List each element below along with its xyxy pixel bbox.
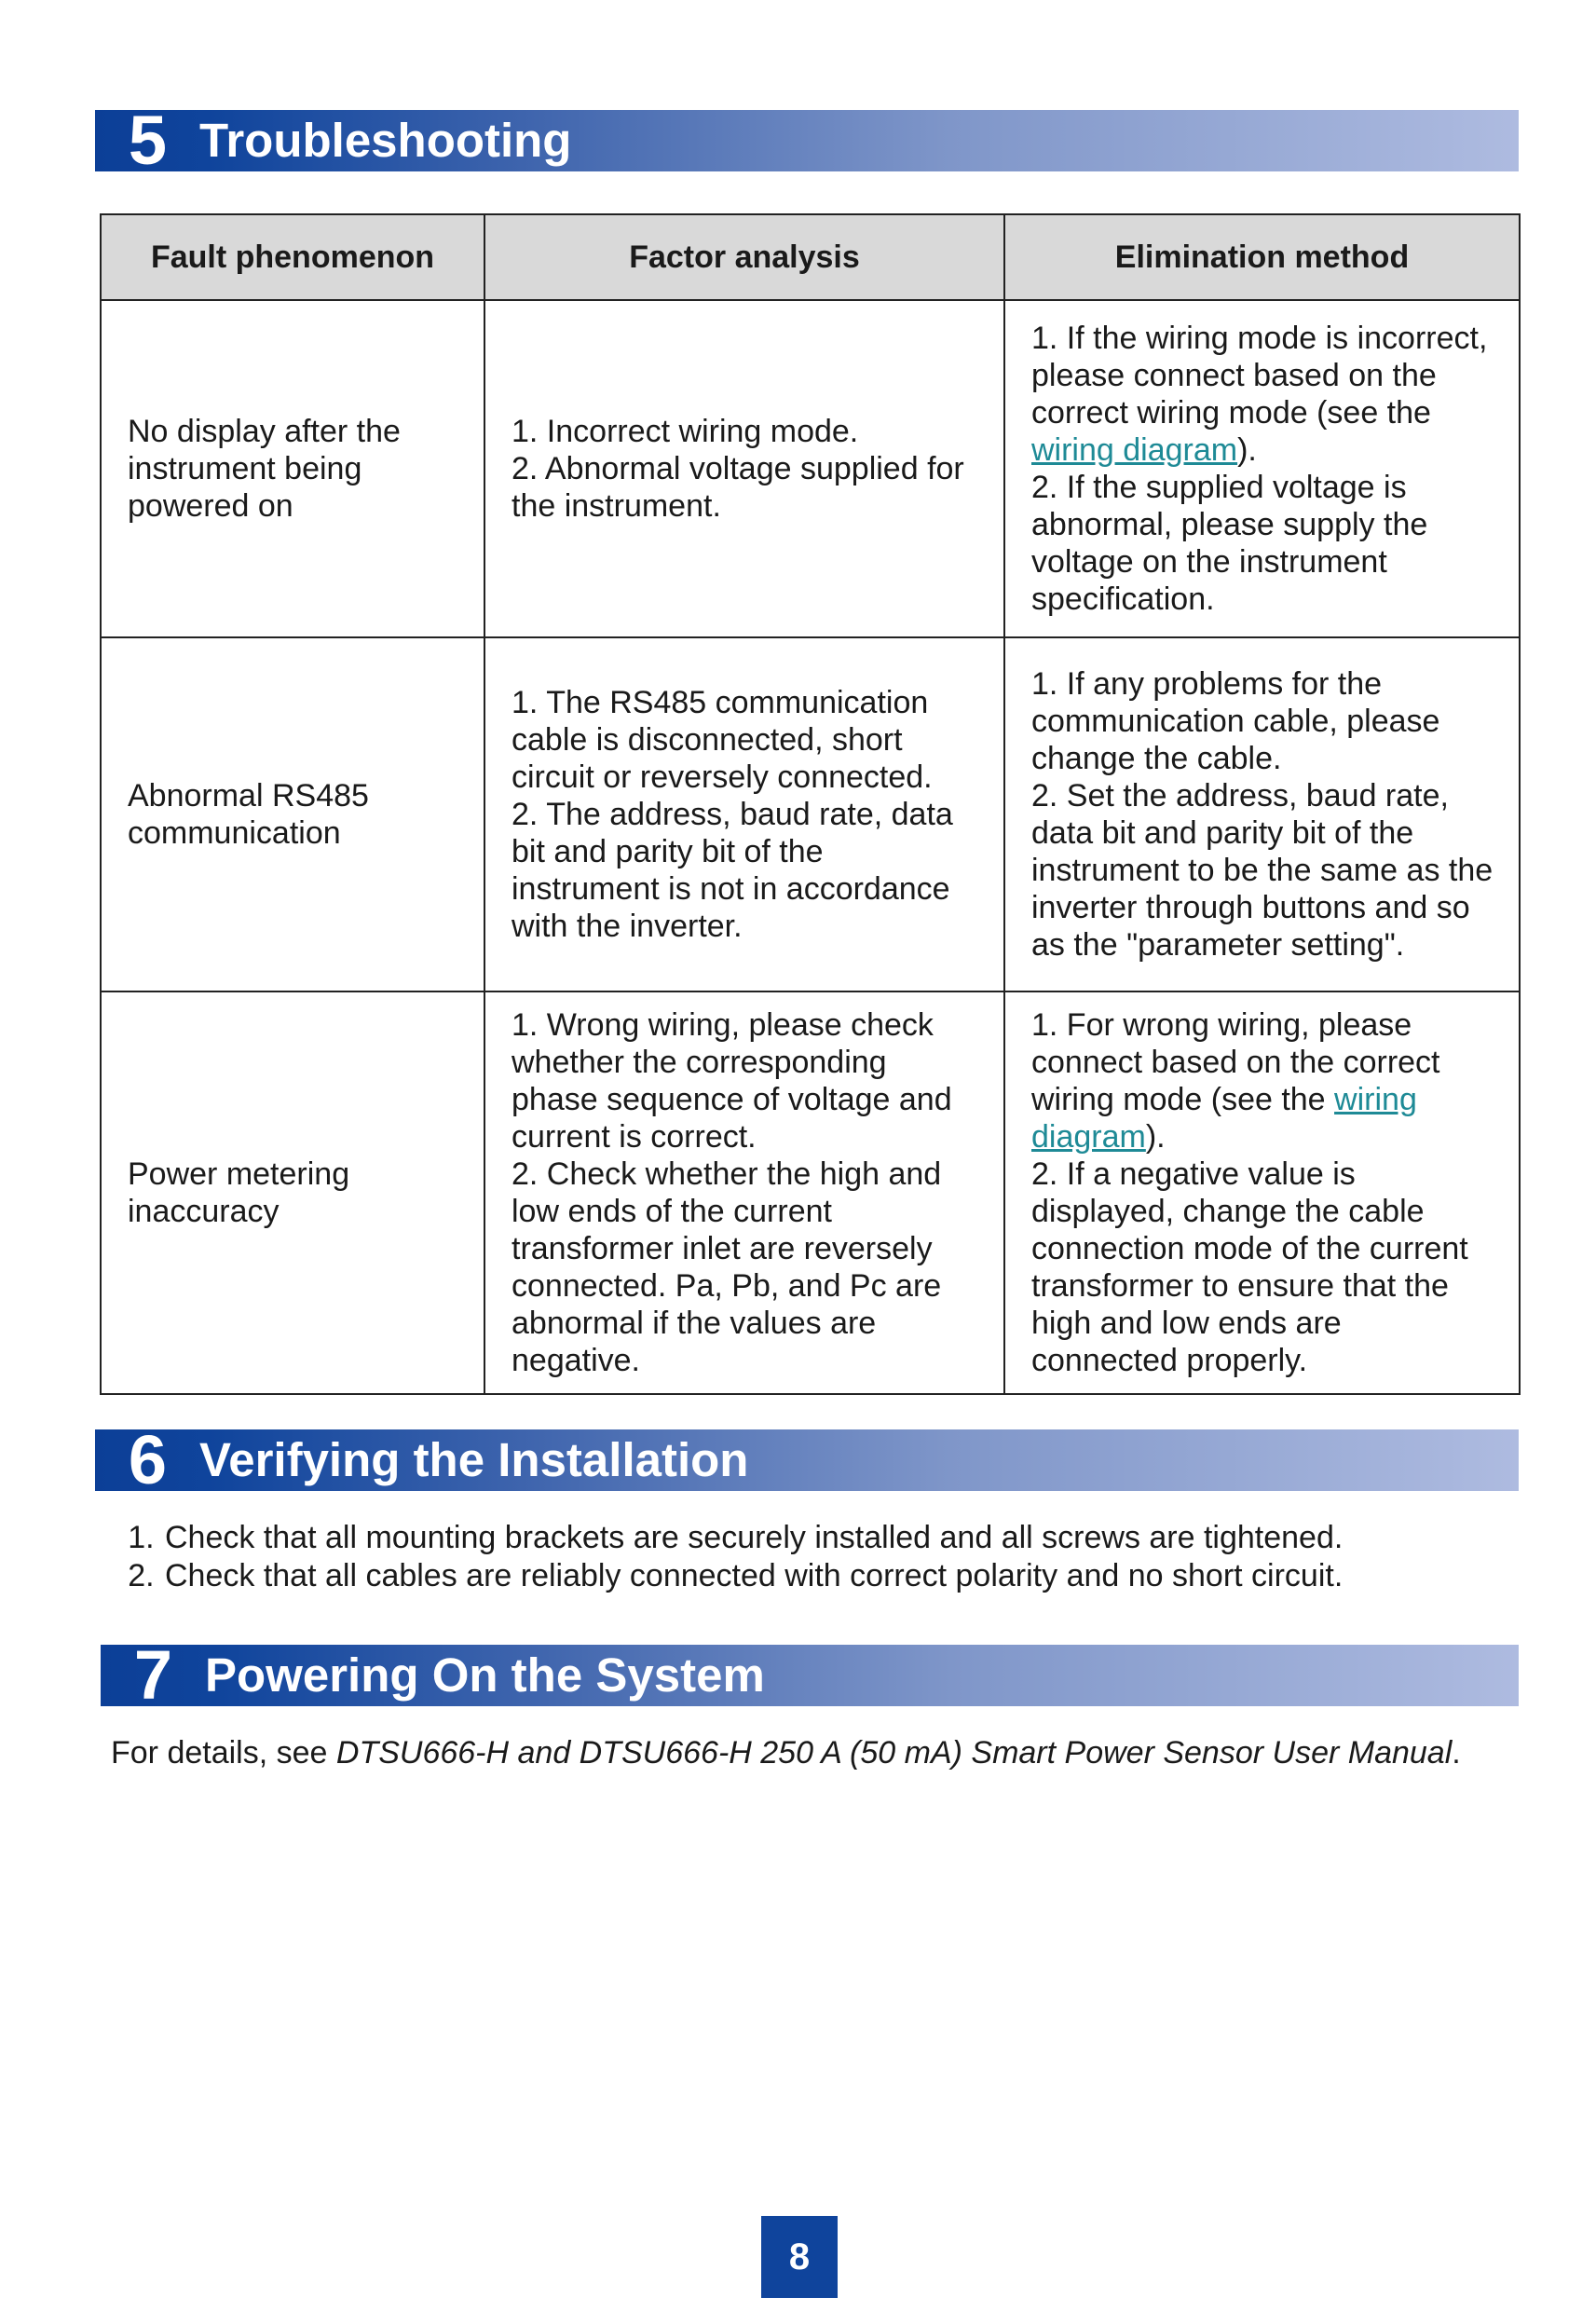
section-title: Powering On the System	[205, 1648, 765, 1702]
section-6-heading	[95, 1421, 1519, 1498]
text-line: communication cable, please	[1031, 704, 1440, 739]
manual-title: DTSU666-H and DTSU666-H 250 A (50 mA) Smart Power Sensor User Manual	[335, 1735, 1453, 1771]
text-line: Abnormal RS485	[128, 778, 369, 814]
text-line: 2. Abnormal voltage supplied for	[512, 451, 964, 486]
text-line	[1031, 431, 1493, 469]
text-line: Power metering	[128, 1156, 350, 1192]
text-fragment: .	[1452, 1735, 1461, 1771]
text-line: 2. Set the address, baud rate,	[1031, 778, 1449, 814]
section-5-heading	[95, 102, 1519, 179]
text-fragment: For details, see	[111, 1735, 336, 1771]
table-row	[101, 300, 1520, 637]
text-line: connect based on the correct	[1031, 1045, 1440, 1080]
fault-cell	[101, 637, 484, 991]
text-line	[1031, 1118, 1493, 1156]
list-item: 1. Check that all mounting brackets are securely installed and all screws are tightened.	[163, 1519, 1542, 1557]
text-line: whether the corresponding	[512, 1045, 887, 1080]
method-cell	[1004, 637, 1520, 991]
page-number: 8	[761, 2216, 838, 2298]
header-elimination-method: Elimination method	[1004, 214, 1520, 300]
text-line: transformer to ensure that the	[1031, 1268, 1449, 1304]
text-line: 2. Check whether the high and	[512, 1156, 942, 1192]
factor-cell	[484, 637, 1004, 991]
section-title: Verifying the Installation	[199, 1433, 749, 1486]
section-number: 6	[128, 1421, 167, 1498]
method-cell	[1004, 991, 1520, 1394]
verification-list	[118, 1519, 1542, 1595]
text-line: connected properly.	[1031, 1343, 1308, 1378]
text-line: abnormal, please supply the	[1031, 507, 1428, 542]
factor-cell	[484, 300, 1004, 637]
text-line: correct wiring mode (see the	[1031, 395, 1431, 431]
text-line: 1. If the wiring mode is incorrect,	[1031, 321, 1488, 356]
text-line: connection mode of the current	[1031, 1231, 1468, 1266]
factor-cell	[484, 991, 1004, 1394]
text-line: abnormal if the values are	[512, 1306, 877, 1341]
text-line: the instrument.	[512, 488, 721, 524]
text-line: cable is disconnected, short	[512, 722, 903, 758]
text-line: powered on	[128, 488, 293, 524]
text-line: change the cable.	[1031, 741, 1282, 776]
text-line: No display after the	[128, 414, 401, 449]
text-line: voltage on the instrument	[1031, 544, 1387, 580]
text-line: transformer inlet are reversely	[512, 1231, 933, 1266]
text-line: 1. The RS485 communication	[512, 685, 929, 720]
text-line: 1. For wrong wiring, please	[1031, 1007, 1412, 1043]
text-line: communication	[128, 815, 341, 851]
header-factor-analysis: Factor analysis	[484, 214, 1004, 300]
table-header-row	[101, 214, 1520, 300]
list-item: 2. Check that all cables are reliably connected with correct polarity and no short circuit.	[163, 1557, 1542, 1595]
text-line: bit and parity bit of the	[512, 834, 824, 869]
section-number: 5	[128, 102, 167, 179]
text-line: 2. If the supplied voltage is	[1031, 470, 1407, 505]
fault-cell	[101, 300, 484, 637]
text-line: as the "parameter setting".	[1031, 927, 1405, 963]
troubleshooting-table	[100, 213, 1521, 1395]
text-line: instrument to be the same as the	[1031, 853, 1494, 888]
fault-cell	[101, 991, 484, 1394]
header-fault-phenomenon: Fault phenomenon	[101, 214, 484, 300]
text-line: connected. Pa, Pb, and Pc are	[512, 1268, 942, 1304]
section-7-heading	[101, 1636, 1519, 1714]
text-line: displayed, change the cable	[1031, 1194, 1425, 1229]
text-line: current is correct.	[512, 1119, 757, 1155]
text-line: inverter through buttons and so	[1031, 890, 1470, 925]
text-line: low ends of the current	[512, 1194, 832, 1229]
text-line: negative.	[512, 1343, 640, 1378]
text-fragment: wiring mode (see the	[1031, 1082, 1335, 1117]
text-line: specification.	[1031, 581, 1215, 617]
text-line: 1. Wrong wiring, please check	[512, 1007, 934, 1043]
text-line: 2. The address, baud rate, data	[512, 797, 953, 832]
text-line: with the inverter.	[512, 909, 743, 944]
text-line: 1. Incorrect wiring mode.	[512, 414, 859, 449]
text-line: circuit or reversely connected.	[512, 759, 933, 795]
section-title: Troubleshooting	[199, 114, 572, 167]
text-line: high and low ends are	[1031, 1306, 1342, 1341]
text-fragment: ).	[1145, 1119, 1166, 1155]
text-line: please connect based on the	[1031, 358, 1437, 393]
text-line	[1031, 1081, 1493, 1118]
text-line: inaccuracy	[128, 1194, 280, 1229]
text-line: instrument being	[128, 451, 362, 486]
text-line: instrument is not in accordance	[512, 871, 950, 907]
wiring-diagram-link[interactable]: wiring diagram	[1031, 432, 1238, 468]
powering-details	[111, 1735, 1461, 1771]
table-row	[101, 991, 1520, 1394]
text-line: phase sequence of voltage and	[512, 1082, 952, 1117]
table-row	[101, 637, 1520, 991]
section-number: 7	[133, 1636, 172, 1714]
wiring-diagram-link[interactable]: diagram	[1031, 1119, 1146, 1155]
text-line: 2. If a negative value is	[1031, 1156, 1356, 1192]
text-fragment: ).	[1237, 432, 1257, 468]
text-line: 1. If any problems for the	[1031, 666, 1383, 702]
method-cell	[1004, 300, 1520, 637]
text-line: data bit and parity bit of the	[1031, 815, 1414, 851]
wiring-diagram-link[interactable]: wiring	[1334, 1082, 1417, 1117]
